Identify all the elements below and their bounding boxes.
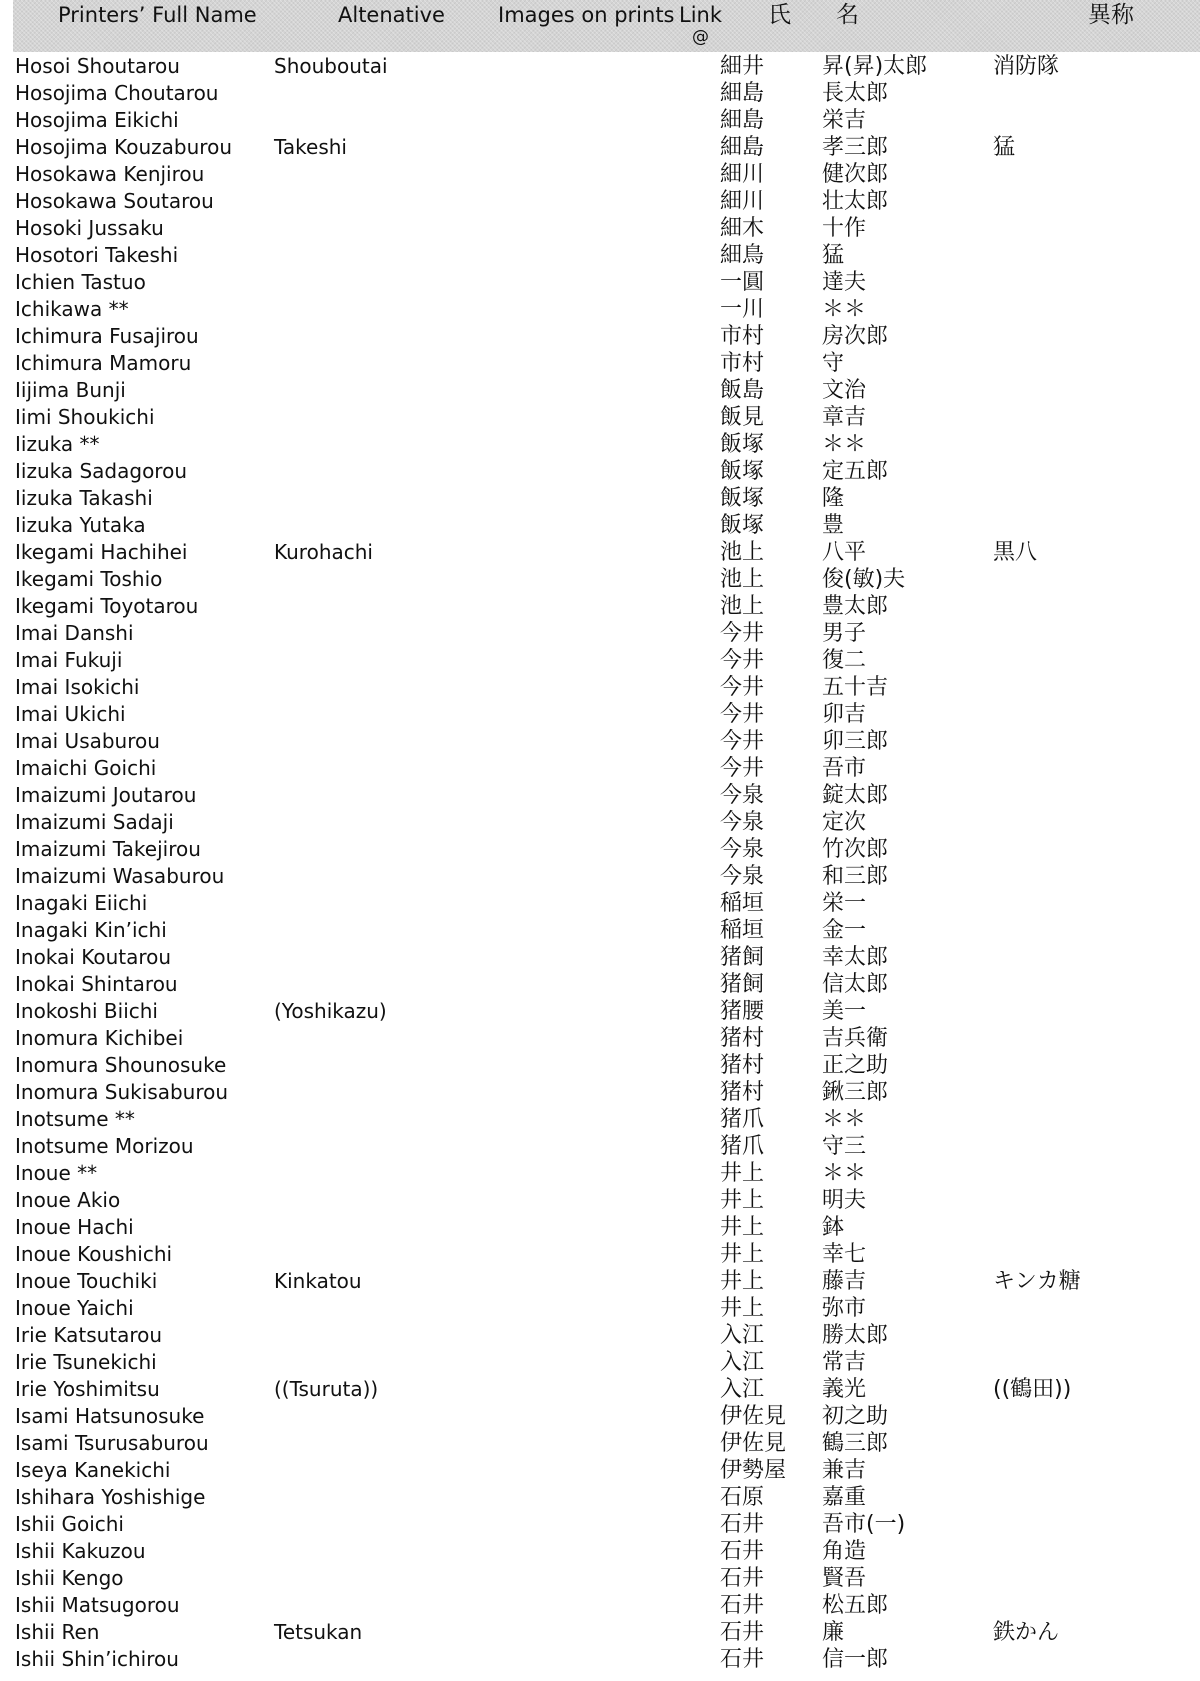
alias-jp-cell: 猛 (993, 135, 1016, 160)
full-name-cell: Ikegami Toyotarou (15, 594, 199, 618)
full-name-cell: Inoue Yaichi (15, 1296, 134, 1320)
surname-jp-cell: 一川 (720, 297, 765, 322)
full-name-cell: Irie Katsutarou (15, 1323, 163, 1347)
surname-jp-cell: 池上 (720, 567, 765, 592)
given-name-jp-cell: 賢吾 (822, 1566, 867, 1591)
alternative-cell: Kinkatou (274, 1269, 362, 1293)
surname-jp-cell: 細川 (720, 162, 765, 187)
table-row (0, 1484, 1200, 1511)
table-row (0, 863, 1200, 890)
surname-jp-cell: 猪爪 (720, 1134, 765, 1159)
full-name-cell: Inoue Akio (15, 1188, 121, 1212)
full-name-cell: Ishihara Yoshishige (15, 1485, 206, 1509)
surname-jp-cell: 井上 (720, 1296, 765, 1321)
full-name-cell: Hosojima Choutarou (15, 81, 219, 105)
full-name-cell: Imaichi Goichi (15, 756, 157, 780)
table-row (0, 1160, 1200, 1187)
surname-jp-cell: 飯塚 (720, 513, 765, 538)
surname-jp-cell: 今泉 (720, 810, 765, 835)
given-name-jp-cell: 兼吉 (822, 1458, 867, 1483)
table-row (0, 1025, 1200, 1052)
table-row (0, 971, 1200, 998)
surname-jp-cell: 今井 (720, 756, 765, 781)
full-name-cell: Ishii Matsugorou (15, 1593, 180, 1617)
table-row (0, 269, 1200, 296)
table-row (0, 1511, 1200, 1538)
table-row (0, 1079, 1200, 1106)
surname-jp-cell: 猪飼 (720, 945, 765, 970)
alternative-cell: Shouboutai (274, 54, 388, 78)
surname-jp-cell: 飯島 (720, 378, 765, 403)
full-name-cell: Ichien Tastuo (15, 270, 146, 294)
full-name-cell: Ishii Kengo (15, 1566, 124, 1590)
table-row (0, 80, 1200, 107)
table-row (0, 1214, 1200, 1241)
full-name-cell: Inokoshi Biichi (15, 999, 158, 1023)
full-name-cell: Iizuka Sadagorou (15, 459, 188, 483)
given-name-jp-cell: 松五郎 (822, 1593, 889, 1618)
surname-jp-cell: 石井 (720, 1539, 765, 1564)
full-name-cell: Inoue Hachi (15, 1215, 134, 1239)
table-row (0, 350, 1200, 377)
full-name-cell: Imai Usaburou (15, 729, 160, 753)
full-name-cell: Ikegami Hachihei (15, 540, 188, 564)
table-row (0, 944, 1200, 971)
surname-jp-cell: 細島 (720, 135, 765, 160)
given-name-jp-cell: 健次郎 (822, 162, 889, 187)
header-link-at: @ (692, 27, 709, 47)
given-name-jp-cell: 定次 (822, 810, 867, 835)
given-name-jp-cell: 弥市 (822, 1296, 867, 1321)
given-name-jp-cell: 五十吉 (822, 675, 889, 700)
full-name-cell: Ichikawa ** (15, 297, 129, 321)
full-name-cell: Hosojima Kouzaburou (15, 135, 232, 159)
given-name-jp-cell: 章吉 (822, 405, 867, 430)
table-row (0, 134, 1200, 161)
given-name-jp-cell: 男子 (822, 621, 867, 646)
given-name-jp-cell: 隆 (822, 486, 845, 511)
header-surname-jp: 氏 (768, 2, 791, 28)
given-name-jp-cell: 金一 (822, 918, 867, 943)
surname-jp-cell: 池上 (720, 540, 765, 565)
table-row (0, 1241, 1200, 1268)
surname-jp-cell: 池上 (720, 594, 765, 619)
surname-jp-cell: 伊勢屋 (720, 1458, 787, 1483)
full-name-cell: Imai Fukuji (15, 648, 123, 672)
table-row (0, 242, 1200, 269)
given-name-jp-cell: 達夫 (822, 270, 867, 295)
given-name-jp-cell: 信太郎 (822, 972, 889, 997)
table-row (0, 1106, 1200, 1133)
full-name-cell: Inoue Koushichi (15, 1242, 173, 1266)
table-row (0, 512, 1200, 539)
full-name-cell: Imaizumi Wasaburou (15, 864, 225, 888)
alternative-cell: Tetsukan (274, 1620, 363, 1644)
full-name-cell: Ichimura Mamoru (15, 351, 192, 375)
given-name-jp-cell: 明夫 (822, 1188, 867, 1213)
header-given-name-jp: 名 (836, 2, 859, 28)
surname-jp-cell: 猪村 (720, 1080, 765, 1105)
given-name-jp-cell: 八平 (822, 540, 867, 565)
table-row (0, 755, 1200, 782)
full-name-cell: Hosokawa Kenjirou (15, 162, 205, 186)
surname-jp-cell: 細木 (720, 216, 765, 241)
alternative-cell: Takeshi (274, 135, 347, 159)
surname-jp-cell: 井上 (720, 1188, 765, 1213)
table-row (0, 1538, 1200, 1565)
given-name-jp-cell: 栄一 (822, 891, 867, 916)
surname-jp-cell: 今井 (720, 702, 765, 727)
given-name-jp-cell: 竹次郎 (822, 837, 889, 862)
table-row (0, 1430, 1200, 1457)
full-name-cell: Inokai Koutarou (15, 945, 172, 969)
full-name-cell: Imai Danshi (15, 621, 134, 645)
header-full-name: Printers’ Full Name (58, 3, 257, 27)
given-name-jp-cell: 鍬三郎 (822, 1080, 889, 1105)
full-name-cell: Hosojima Eikichi (15, 108, 179, 132)
surname-jp-cell: 市村 (720, 324, 765, 349)
full-name-cell: Ishii Kakuzou (15, 1539, 146, 1563)
surname-jp-cell: 今井 (720, 621, 765, 646)
surname-jp-cell: 稲垣 (720, 891, 765, 916)
table-row (0, 485, 1200, 512)
surname-jp-cell: 市村 (720, 351, 765, 376)
given-name-jp-cell: 美一 (822, 999, 867, 1024)
full-name-cell: Irie Tsunekichi (15, 1350, 157, 1374)
alternative-cell: ((Tsuruta)) (274, 1377, 379, 1401)
table-row (0, 1187, 1200, 1214)
table-row (0, 620, 1200, 647)
full-name-cell: Hosokawa Soutarou (15, 189, 214, 213)
full-name-cell: Imaizumi Joutarou (15, 783, 197, 807)
full-name-cell: Inomura Shounosuke (15, 1053, 227, 1077)
table-row (0, 1349, 1200, 1376)
table-row (0, 377, 1200, 404)
header-images-on-prints: Images on prints (498, 3, 675, 27)
surname-jp-cell: 今井 (720, 729, 765, 754)
surname-jp-cell: 石井 (720, 1620, 765, 1645)
given-name-jp-cell: 豊太郎 (822, 594, 889, 619)
header-alias-jp: 異称 (1088, 2, 1134, 28)
table-row (0, 215, 1200, 242)
given-name-jp-cell: 俊(敏)夫 (822, 567, 906, 592)
table-row (0, 53, 1200, 80)
given-name-jp-cell: 幸太郎 (822, 945, 889, 970)
given-name-jp-cell: 文治 (822, 378, 867, 403)
given-name-jp-cell: 吾市 (822, 756, 867, 781)
given-name-jp-cell: 守三 (822, 1134, 867, 1159)
surname-jp-cell: 細鳥 (720, 243, 765, 268)
surname-jp-cell: 入江 (720, 1350, 765, 1375)
full-name-cell: Hosotori Takeshi (15, 243, 179, 267)
full-name-cell: Iizuka Yutaka (15, 513, 146, 537)
surname-jp-cell: 細川 (720, 189, 765, 214)
table-row (0, 1646, 1200, 1673)
table-row (0, 1133, 1200, 1160)
full-name-cell: Imaizumi Takejirou (15, 837, 201, 861)
surname-jp-cell: 伊佐見 (720, 1431, 787, 1456)
given-name-jp-cell: 守 (822, 351, 845, 376)
given-name-jp-cell: 栄吉 (822, 108, 867, 133)
full-name-cell: Iizuka ** (15, 432, 100, 456)
table-row (0, 1457, 1200, 1484)
full-name-cell: Inomura Kichibei (15, 1026, 184, 1050)
alternative-cell: (Yoshikazu) (274, 999, 387, 1023)
surname-jp-cell: 入江 (720, 1377, 765, 1402)
table-row (0, 1619, 1200, 1646)
alternative-cell: Kurohachi (274, 540, 373, 564)
table-row (0, 1403, 1200, 1430)
header-alternative: Altenative (338, 3, 445, 27)
given-name-jp-cell: 信一郎 (822, 1647, 889, 1672)
surname-jp-cell: 石井 (720, 1647, 765, 1672)
surname-jp-cell: 飯塚 (720, 432, 765, 457)
table-row (0, 566, 1200, 593)
given-name-jp-cell: ＊＊ (822, 297, 867, 322)
alias-jp-cell: 消防隊 (993, 54, 1060, 79)
given-name-jp-cell: 廉 (822, 1620, 845, 1645)
full-name-cell: Imai Isokichi (15, 675, 140, 699)
full-name-cell: Ishii Ren (15, 1620, 100, 1644)
given-name-jp-cell: 角造 (822, 1539, 867, 1564)
table-row (0, 1376, 1200, 1403)
given-name-jp-cell: 壮太郎 (822, 189, 889, 214)
surname-jp-cell: 伊佐見 (720, 1404, 787, 1429)
given-name-jp-cell: 長太郎 (822, 81, 889, 106)
table-row (0, 674, 1200, 701)
surname-jp-cell: 細島 (720, 81, 765, 106)
table-row (0, 1592, 1200, 1619)
table-body (0, 53, 1200, 1673)
full-name-cell: Imai Ukichi (15, 702, 126, 726)
full-name-cell: Isami Tsurusaburou (15, 1431, 209, 1455)
table-row (0, 431, 1200, 458)
given-name-jp-cell: 常吉 (822, 1350, 867, 1375)
table-row (0, 701, 1200, 728)
given-name-jp-cell: 豊 (822, 513, 845, 538)
table-row (0, 1565, 1200, 1592)
full-name-cell: Inoue Touchiki (15, 1269, 158, 1293)
full-name-cell: Inotsume Morizou (15, 1134, 194, 1158)
given-name-jp-cell: 嘉重 (822, 1485, 867, 1510)
surname-jp-cell: 細島 (720, 108, 765, 133)
surname-jp-cell: 猪村 (720, 1026, 765, 1051)
given-name-jp-cell: 藤吉 (822, 1269, 867, 1294)
given-name-jp-cell: 和三郎 (822, 864, 889, 889)
table-row (0, 782, 1200, 809)
table-row (0, 593, 1200, 620)
table-row (0, 890, 1200, 917)
table-row (0, 998, 1200, 1025)
table-row (0, 161, 1200, 188)
full-name-cell: Hosoi Shoutarou (15, 54, 180, 78)
given-name-jp-cell: 復二 (822, 648, 867, 673)
full-name-cell: Inomura Sukisaburou (15, 1080, 229, 1104)
full-name-cell: Imaizumi Sadaji (15, 810, 174, 834)
given-name-jp-cell: 卯三郎 (822, 729, 889, 754)
table-row (0, 107, 1200, 134)
table-row (0, 539, 1200, 566)
surname-jp-cell: 石井 (720, 1566, 765, 1591)
table-row (0, 647, 1200, 674)
surname-jp-cell: 今泉 (720, 783, 765, 808)
full-name-cell: Inagaki Eiichi (15, 891, 148, 915)
surname-jp-cell: 細井 (720, 54, 765, 79)
given-name-jp-cell: 猛 (822, 243, 845, 268)
full-name-cell: Ishii Goichi (15, 1512, 124, 1536)
full-name-cell: Irie Yoshimitsu (15, 1377, 160, 1401)
table-row (0, 1268, 1200, 1295)
surname-jp-cell: 飯塚 (720, 459, 765, 484)
full-name-cell: Iimi Shoukichi (15, 405, 155, 429)
table-row (0, 188, 1200, 215)
given-name-jp-cell: 幸七 (822, 1242, 867, 1267)
full-name-cell: Iseya Kanekichi (15, 1458, 171, 1482)
surname-jp-cell: 石井 (720, 1512, 765, 1537)
given-name-jp-cell: 卯吉 (822, 702, 867, 727)
surname-jp-cell: 井上 (720, 1161, 765, 1186)
table-row (0, 458, 1200, 485)
table-row (0, 1295, 1200, 1322)
full-name-cell: Inokai Shintarou (15, 972, 178, 996)
given-name-jp-cell: 定五郎 (822, 459, 889, 484)
given-name-jp-cell: 初之助 (822, 1404, 889, 1429)
given-name-jp-cell: 勝太郎 (822, 1323, 889, 1348)
given-name-jp-cell: 十作 (822, 216, 867, 241)
surname-jp-cell: 石原 (720, 1485, 765, 1510)
surname-jp-cell: 飯塚 (720, 486, 765, 511)
given-name-jp-cell: 孝三郎 (822, 135, 889, 160)
given-name-jp-cell: 吾市(一) (822, 1512, 906, 1537)
table-header (13, 0, 1200, 52)
given-name-jp-cell: 鉢 (822, 1215, 845, 1240)
surname-jp-cell: 猪爪 (720, 1107, 765, 1132)
alias-jp-cell: ((鶴田)) (993, 1377, 1072, 1402)
alias-jp-cell: キンカ糖 (993, 1269, 1081, 1294)
surname-jp-cell: 今井 (720, 675, 765, 700)
surname-jp-cell: 猪村 (720, 1053, 765, 1078)
surname-jp-cell: 石井 (720, 1593, 765, 1618)
given-name-jp-cell: 正之助 (822, 1053, 889, 1078)
full-name-cell: Iijima Bunji (15, 378, 126, 402)
surname-jp-cell: 入江 (720, 1323, 765, 1348)
surname-jp-cell: 今泉 (720, 837, 765, 862)
surname-jp-cell: 井上 (720, 1242, 765, 1267)
surname-jp-cell: 今井 (720, 648, 765, 673)
table-row (0, 296, 1200, 323)
alias-jp-cell: 鉄かん (993, 1620, 1060, 1645)
full-name-cell: Isami Hatsunosuke (15, 1404, 205, 1428)
table-row (0, 917, 1200, 944)
full-name-cell: Hosoki Jussaku (15, 216, 164, 240)
given-name-jp-cell: ＊＊ (822, 1161, 867, 1186)
given-name-jp-cell: ＊＊ (822, 432, 867, 457)
surname-jp-cell: 猪腰 (720, 999, 765, 1024)
table-row (0, 1052, 1200, 1079)
full-name-cell: Inoue ** (15, 1161, 98, 1185)
full-name-cell: Ichimura Fusajirou (15, 324, 199, 348)
surname-jp-cell: 今泉 (720, 864, 765, 889)
surname-jp-cell: 一圓 (720, 270, 765, 295)
given-name-jp-cell: 吉兵衛 (822, 1026, 889, 1051)
table-row (0, 809, 1200, 836)
given-name-jp-cell: 錠太郎 (822, 783, 889, 808)
surname-jp-cell: 猪飼 (720, 972, 765, 997)
table-row (0, 404, 1200, 431)
surname-jp-cell: 井上 (720, 1269, 765, 1294)
header-link: Link (679, 3, 723, 27)
given-name-jp-cell: 房次郎 (822, 324, 889, 349)
given-name-jp-cell: 昇(昇)太郎 (822, 54, 928, 79)
surname-jp-cell: 井上 (720, 1215, 765, 1240)
full-name-cell: Inagaki Kin’ichi (15, 918, 167, 942)
surname-jp-cell: 飯見 (720, 405, 765, 430)
table-row (0, 1322, 1200, 1349)
full-name-cell: Ishii Shin’ichirou (15, 1647, 179, 1671)
full-name-cell: Ikegami Toshio (15, 567, 163, 591)
alias-jp-cell: 黒八 (993, 540, 1038, 565)
full-name-cell: Iizuka Takashi (15, 486, 153, 510)
table-row (0, 836, 1200, 863)
given-name-jp-cell: 鶴三郎 (822, 1431, 889, 1456)
table-row (0, 323, 1200, 350)
given-name-jp-cell: ＊＊ (822, 1107, 867, 1132)
surname-jp-cell: 稲垣 (720, 918, 765, 943)
given-name-jp-cell: 義光 (822, 1377, 867, 1402)
table-row (0, 728, 1200, 755)
full-name-cell: Inotsume ** (15, 1107, 135, 1131)
